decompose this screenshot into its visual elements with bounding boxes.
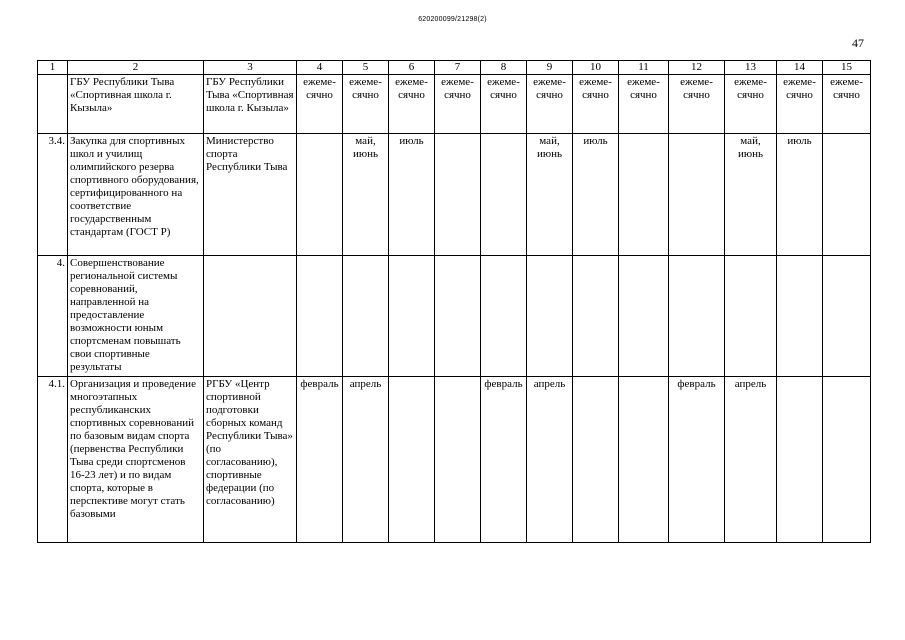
column-header: 14 xyxy=(777,61,823,75)
schedule-cell xyxy=(389,377,435,543)
schedule-cell: май, июнь xyxy=(343,134,389,256)
schedule-cell: ежеме-сячно xyxy=(777,75,823,134)
page-number: 47 xyxy=(852,36,864,50)
activity-cell: Закупка для спортивных школ и училищ олимпийского резерва спортивного оборудования, сертифицированного на соответствие государственным стандартам (ГОСТ Р) xyxy=(68,134,204,256)
row-number: 3.4. xyxy=(38,134,68,256)
schedule-cell: апрель xyxy=(527,377,573,543)
row-number: 4. xyxy=(38,256,68,377)
activity-cell: ГБУ Республики Тыва «Спортивная школа г. Кызыла» xyxy=(68,75,204,134)
activity-cell: Организация и проведение многоэтапных республиканских спортивных соревнований по базовым видам спорта (первенства Республики Тыва среди спортсменов 16-23 лет) и по видам спорта, которые в перспективе могут стать базовыми xyxy=(68,377,204,543)
schedule-cell: ежеме-сячно xyxy=(725,75,777,134)
schedule-cell xyxy=(619,377,669,543)
schedule-cell xyxy=(343,256,389,377)
schedule-cell: ежеме-сячно xyxy=(343,75,389,134)
schedule-cell xyxy=(481,134,527,256)
schedule-cell xyxy=(573,256,619,377)
schedule-cell xyxy=(527,256,573,377)
table-row xyxy=(38,134,871,256)
column-header: 12 xyxy=(669,61,725,75)
column-header: 5 xyxy=(343,61,389,75)
schedule-cell xyxy=(823,377,871,543)
schedule-cell xyxy=(777,377,823,543)
document-id: 620200099/21298(2) xyxy=(418,16,487,23)
table-row xyxy=(38,256,871,377)
table-row xyxy=(38,75,871,134)
executor-cell: ГБУ Республики Тыва «Спортивная школа г. Кызыла» xyxy=(204,75,297,134)
column-header: 11 xyxy=(619,61,669,75)
schedule-cell: июль xyxy=(573,134,619,256)
schedule-cell xyxy=(619,134,669,256)
column-header: 10 xyxy=(573,61,619,75)
schedule-cell xyxy=(669,134,725,256)
schedule-cell xyxy=(389,256,435,377)
schedule-cell: ежеме-сячно xyxy=(669,75,725,134)
schedule-cell: ежеме-сячно xyxy=(619,75,669,134)
plan-table xyxy=(37,60,871,543)
schedule-cell: февраль xyxy=(481,377,527,543)
column-header: 8 xyxy=(481,61,527,75)
schedule-cell: май, июнь xyxy=(527,134,573,256)
schedule-cell xyxy=(435,256,481,377)
schedule-cell xyxy=(725,256,777,377)
column-header: 4 xyxy=(297,61,343,75)
schedule-cell: апрель xyxy=(725,377,777,543)
schedule-cell: ежеме-сячно xyxy=(435,75,481,134)
schedule-cell: февраль xyxy=(297,377,343,543)
schedule-cell xyxy=(481,256,527,377)
schedule-cell xyxy=(435,377,481,543)
schedule-cell xyxy=(297,134,343,256)
schedule-cell xyxy=(435,134,481,256)
schedule-cell: апрель xyxy=(343,377,389,543)
schedule-cell xyxy=(573,377,619,543)
column-header: 13 xyxy=(725,61,777,75)
column-numbers-row xyxy=(38,61,871,75)
schedule-cell: ежеме-сячно xyxy=(527,75,573,134)
column-header: 7 xyxy=(435,61,481,75)
schedule-cell: ежеме-сячно xyxy=(823,75,871,134)
schedule-cell: ежеме-сячно xyxy=(573,75,619,134)
schedule-cell: февраль xyxy=(669,377,725,543)
executor-cell: РГБУ «Центр спортивной подготовки сборных команд Республики Тыва» (по согласованию), спортивные федерации (по согласованию) xyxy=(204,377,297,543)
schedule-cell: ежеме-сячно xyxy=(481,75,527,134)
table-row xyxy=(38,377,871,543)
schedule-cell: ежеме-сячно xyxy=(389,75,435,134)
column-header: 15 xyxy=(823,61,871,75)
schedule-cell xyxy=(823,134,871,256)
activity-cell: Совершенствование региональной системы соревнований, направленной на предоставление возможности юным спортсменам повышать свои спортивные результаты xyxy=(68,256,204,377)
executor-cell: Министерство спорта Республики Тыва xyxy=(204,134,297,256)
column-header: 3 xyxy=(204,61,297,75)
executor-cell xyxy=(204,256,297,377)
column-header: 6 xyxy=(389,61,435,75)
schedule-cell xyxy=(823,256,871,377)
schedule-cell: май, июнь xyxy=(725,134,777,256)
schedule-cell: ежеме-сячно xyxy=(297,75,343,134)
row-number xyxy=(38,75,68,134)
schedule-cell xyxy=(777,256,823,377)
column-header: 1 xyxy=(38,61,68,75)
schedule-cell xyxy=(619,256,669,377)
column-header: 9 xyxy=(527,61,573,75)
row-number: 4.1. xyxy=(38,377,68,543)
schedule-cell: июль xyxy=(777,134,823,256)
schedule-cell xyxy=(669,256,725,377)
schedule-cell xyxy=(297,256,343,377)
schedule-cell: июль xyxy=(389,134,435,256)
column-header: 2 xyxy=(68,61,204,75)
